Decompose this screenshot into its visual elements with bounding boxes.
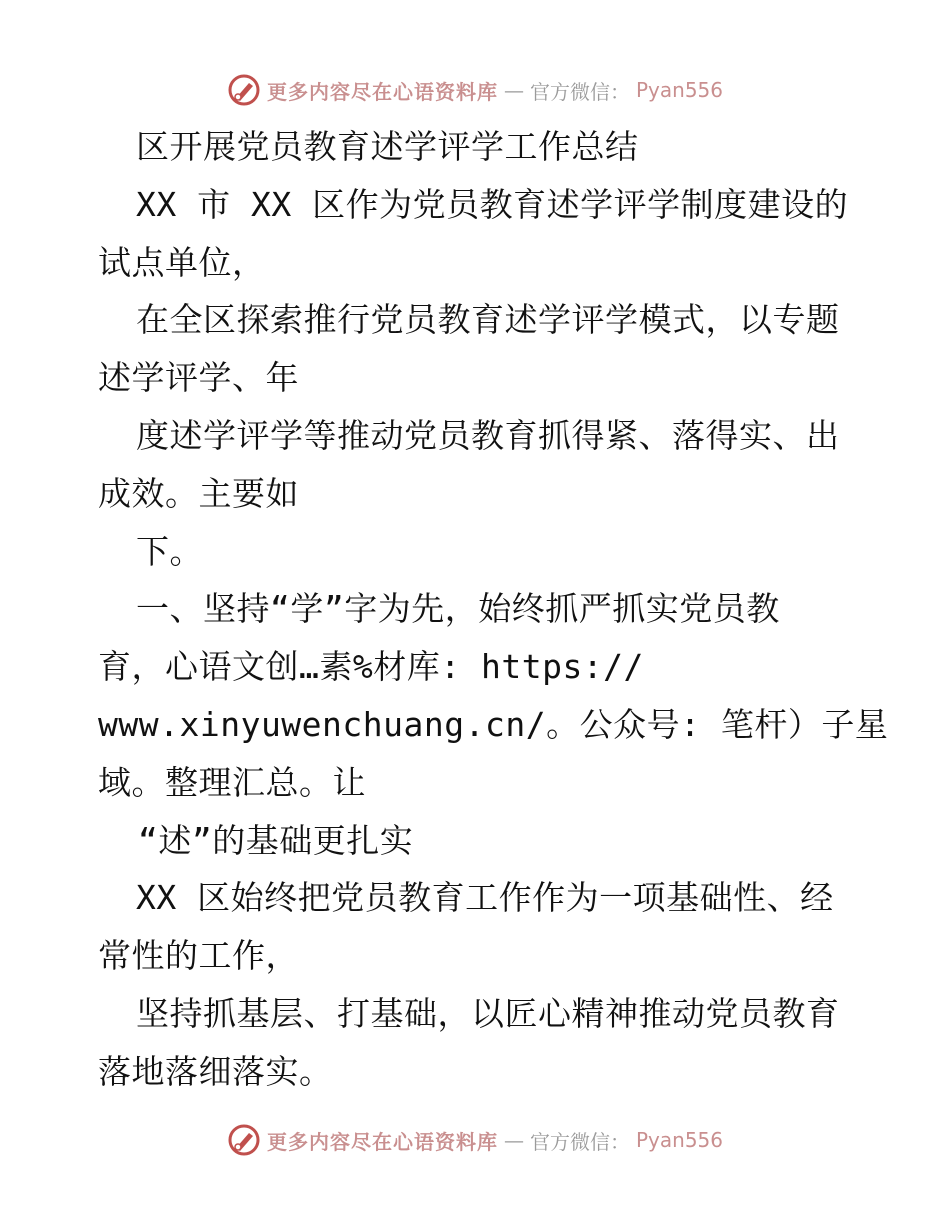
text-line: www.xinyuwenchuang.cn/。公众号: 笔杆）子星 <box>98 704 889 744</box>
text-line: 成效。主要如 <box>98 473 299 513</box>
text-line: XX 区始终把党员教育工作作为一项基础性、经 <box>136 878 834 918</box>
banner-text: 更多内容尽在心语资料库 <box>266 1129 498 1154</box>
wechat-id: Pyan556 <box>635 1128 723 1152</box>
wechat-id: Pyan556 <box>635 78 723 102</box>
text-line: 试点单位， <box>98 242 266 282</box>
banner-text: 更多内容尽在心语资料库 <box>266 79 498 104</box>
text-line: 下。 <box>136 531 203 571</box>
text-line: 域。整理汇总。让 <box>98 762 366 802</box>
banner-separator: — <box>503 1128 524 1152</box>
text-line: 坚持抓基层、打基础，以匠心精神推动党员教育 <box>136 993 840 1033</box>
text-line: XX 市 XX 区作为党员教育述学评学制度建设的 <box>136 184 849 224</box>
wechat-label: 官方微信： <box>529 1129 630 1154</box>
header-banner <box>0 70 950 110</box>
document-body <box>98 118 889 1101</box>
text-line: “述”的基础更扎实 <box>138 820 414 860</box>
wechat-label: 官方微信： <box>529 79 630 104</box>
section-heading: 一、坚持“学”字为先，始终抓严抓实党员教 <box>136 589 780 629</box>
text-line: 述学评学、年 <box>98 358 299 398</box>
banner-separator: — <box>503 78 524 102</box>
text-line: 育，心语文创…素%材库: https:// <box>98 647 644 687</box>
text-line: 在全区探索推行党员教育述学评学模式，以专题 <box>136 300 840 340</box>
pen-circle-logo-icon <box>227 1123 261 1157</box>
document-title: 区开展党员教育述学评学工作总结 <box>136 127 639 166</box>
pen-circle-logo-icon <box>227 73 261 107</box>
text-line: 度述学评学等推动党员教育抓得紧、落得实、出 <box>136 415 840 455</box>
text-line: 落地落细落实。 <box>98 1051 333 1091</box>
text-line: 常性的工作， <box>98 936 299 976</box>
footer-banner <box>0 1120 950 1160</box>
